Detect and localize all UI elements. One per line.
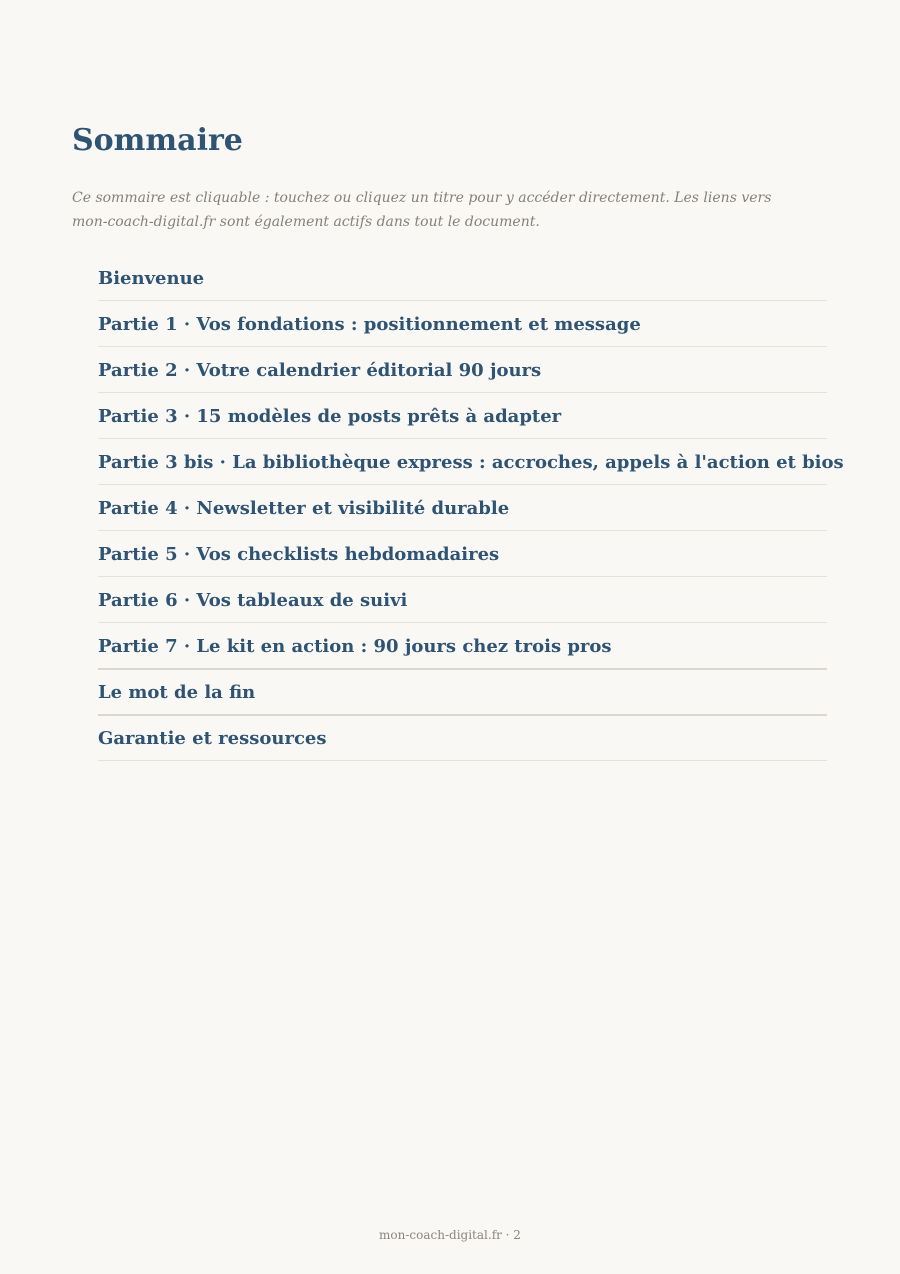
toc-item-partie-7 (98, 624, 827, 670)
toc-item-partie-1 (98, 302, 827, 347)
toc-item-partie-4 (98, 486, 827, 531)
toc-link-garantie[interactable]: Garantie et ressources (98, 728, 327, 749)
toc-item-partie-3 (98, 394, 827, 439)
toc-link-partie-5[interactable]: Partie 5 · Vos checklists hebdomadaires (98, 544, 500, 565)
page-title: Sommaire (72, 123, 243, 158)
toc-item-mot-de-la-fin (98, 670, 827, 716)
toc-item-partie-3-bis (98, 440, 844, 485)
toc-link-partie-3-bis[interactable]: Partie 3 bis · La bibliothèque express : accroches, appels à l'action et bios (98, 452, 844, 473)
toc-link-partie-3[interactable]: Partie 3 · 15 modèles de posts prêts à adapter (98, 406, 562, 427)
toc-link-partie-6[interactable]: Partie 6 · Vos tableaux de suivi (98, 590, 408, 611)
toc-item-partie-6 (98, 578, 827, 623)
toc-item-bienvenue (98, 256, 827, 301)
intro-text: Ce sommaire est cliquable : touchez ou cliquez un titre pour y accéder directement. Les liens vers mon-coach-digital.fr sont également actifs dans tout le document. (72, 190, 772, 230)
toc-link-partie-7[interactable]: Partie 7 · Le kit en action : 90 jours chez trois pros (98, 636, 612, 657)
toc-link-partie-2[interactable]: Partie 2 · Votre calendrier éditorial 90 jours (98, 360, 542, 381)
toc-link-partie-4[interactable]: Partie 4 · Newsletter et visibilité durable (98, 498, 510, 519)
toc-link-bienvenue[interactable]: Bienvenue (98, 268, 205, 289)
toc-item-garantie (98, 716, 827, 761)
toc-link-partie-1[interactable]: Partie 1 · Vos fondations : positionnement et message (98, 314, 641, 335)
toc-link-mot-de-la-fin[interactable]: Le mot de la fin (98, 682, 256, 703)
page-footer: mon-coach-digital.fr · 2 (379, 1228, 521, 1242)
table-of-contents (98, 256, 844, 762)
toc-item-partie-5 (98, 532, 827, 577)
toc-item-partie-2 (98, 348, 827, 393)
